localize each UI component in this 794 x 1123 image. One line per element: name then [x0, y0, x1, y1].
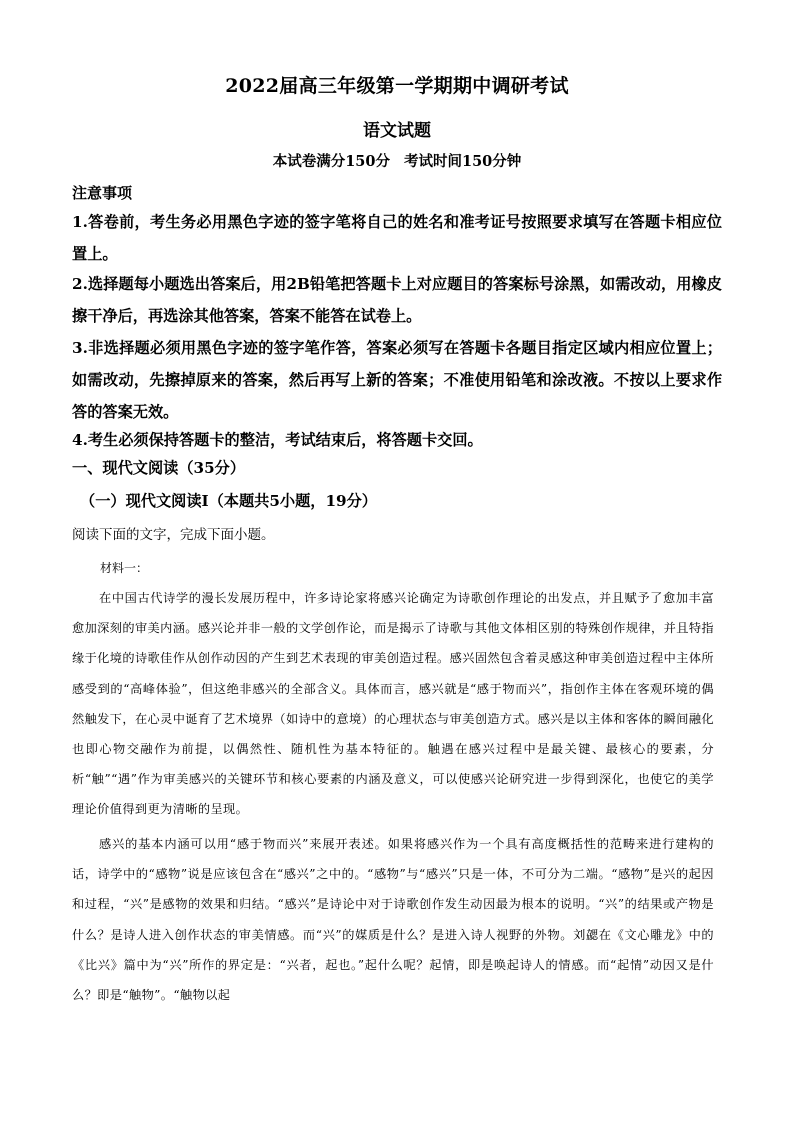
notice-heading: 注意事项 [72, 184, 133, 202]
notice-item-4: 4.考生必须保持答题卡的整洁，考试结束后，将答题卡交回。 [72, 431, 483, 449]
passage-paragraph: 在中国古代诗学的漫长发展历程中，许多诗论家将感兴论确定为诗歌创作理论的出发点，并且赋予了愈加丰富愈加深刻的审美内涵。感兴论并非一般的文学创作论，而是揭示了诗歌与其他文体相区别的特殊创作规律，并且特指缘于化境的诗歌佳作从创作动因的产生到艺术表现的审美创造过程。感兴固然包含着灵感这种审美创造过程中主体所感受到的“高峰体验”，但这绝非感兴的全部含义。具体而言，感兴就是“感于物而兴”，指创作主体在客观环境的偶然触发下，在心灵中诞育了艺术境界（如诗中的意境）的心理状态与审美创造方式。感兴是以主体和客体的瞬间融化也即心物交融作为前提，以偶然性、随机性为基本特征的。触遇在感兴过程中是最关键、最核心的要素，分析“触”“遇”作为审美感兴的关键环节和核心要素的内涵及意义，可以使感兴论研究进一步得到深化，也使它的美学理论价值得到更为清晰的呈现。 [72, 591, 714, 817]
passage-paragraph: 感兴的基本内涵可以用“感于物而兴”来展开表述。如果将感兴作为一个具有高度概括性的范畴来进行建构的话，诗学中的“感物”说是应该包含在“感兴”之中的。“感物”与“感兴”只是一体，不可分为二端。“感物”是兴的起因和过程，“兴”是感物的效果和归结。“感兴”是诗论中对于诗歌创作发生动因最为根本的说明。“兴”的结果或产物是什么？是诗人进入创作状态的审美情感。而“兴”的媒质是什么？是进入诗人视野的外物。刘勰在《文心雕龙》中的《比兴》篇中为“兴”所作的界定是：“兴者，起也。”起什么呢？起情，即是唤起诗人的情感。而“起情”动因又是什么？即是“触物”。“触物以起 [72, 837, 714, 1003]
full-score: 本试卷满分150分 [272, 153, 390, 170]
exam-time: 考试时间150分钟 [404, 153, 522, 170]
notice-item-2: 2.选择题每小题选出答案后，用2B铅笔把答题卡上对应题目的答案标号涂黑，如需改动，用橡皮擦干净后，再选涂其他答案，答案不能答在试卷上。 [72, 275, 722, 325]
material-label: 材料一： [100, 561, 149, 575]
reading-instruction: 阅读下面的文字，完成下面小题。 [72, 527, 275, 543]
notice-item-3: 3.非选择题必须用黑色字迹的签字笔作答，答案必须写在答题卡各题目指定区域内相应位置上；如需改动，先擦掉原来的答案，然后再写上新的答案；不准使用铅笔和涂改液。不按以上要求作答的答案无效。 [72, 339, 722, 421]
subsection-heading: （一）现代文阅读I（本题共5小题，19分） [80, 492, 377, 510]
notice-item-1: 1.答卷前，考生务必用黑色字迹的签字笔将自己的姓名和准考证号按照要求填写在答题卡相应位置上。 [72, 213, 722, 263]
subject-title: 语文试题 [363, 121, 431, 141]
section-heading: 一、现代文阅读（35分） [72, 459, 246, 477]
exam-title: 2022届高三年级第一学期期中调研考试 [225, 75, 569, 97]
exam-meta [0, 150, 794, 171]
